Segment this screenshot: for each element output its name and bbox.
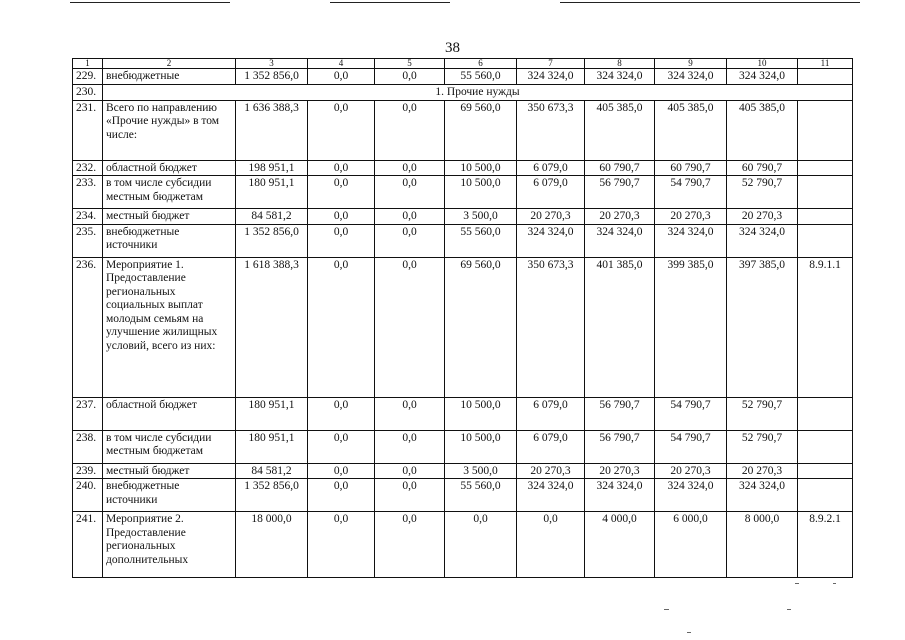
scan-speck	[795, 583, 799, 584]
table-row	[73, 84, 853, 100]
amount-cell: 6 079,0	[517, 160, 585, 176]
amount-cell: 0,0	[375, 209, 445, 225]
amount-cell: 0,0	[375, 463, 445, 479]
row-name: областной бюджет	[103, 160, 236, 176]
top-rule-middle	[330, 2, 450, 3]
table-row	[73, 479, 853, 512]
amount-cell: 0,0	[308, 69, 375, 85]
row-number: 238.	[73, 430, 103, 463]
amount-cell: 405 385,0	[655, 100, 727, 160]
amount-cell: 55 560,0	[445, 479, 517, 512]
amount-cell: 20 270,3	[727, 209, 798, 225]
amount-cell: 69 560,0	[445, 257, 517, 397]
amount-cell: 350 673,3	[517, 257, 585, 397]
table-row	[73, 463, 853, 479]
amount-cell: 54 790,7	[655, 430, 727, 463]
amount-cell: 20 270,3	[517, 463, 585, 479]
amount-cell: 324 324,0	[517, 224, 585, 257]
row-number: 239.	[73, 463, 103, 479]
amount-cell: 8 000,0	[727, 512, 798, 578]
amount-cell: 0,0	[375, 430, 445, 463]
amount-cell: 0,0	[375, 160, 445, 176]
amount-cell: 405 385,0	[585, 100, 655, 160]
amount-cell: 3 500,0	[445, 463, 517, 479]
amount-cell: 180 951,1	[236, 430, 308, 463]
indicator-code-cell	[798, 209, 853, 225]
amount-cell: 399 385,0	[655, 257, 727, 397]
amount-cell: 324 324,0	[517, 479, 585, 512]
amount-cell: 0,0	[375, 100, 445, 160]
table-row	[73, 160, 853, 176]
amount-cell: 350 673,3	[517, 100, 585, 160]
amount-cell: 0,0	[308, 397, 375, 430]
amount-cell: 84 581,2	[236, 463, 308, 479]
amount-cell: 6 079,0	[517, 176, 585, 209]
amount-cell: 60 790,7	[585, 160, 655, 176]
column-number: 4	[308, 59, 375, 69]
column-number: 3	[236, 59, 308, 69]
row-number: 233.	[73, 176, 103, 209]
amount-cell: 0,0	[308, 512, 375, 578]
amount-cell: 60 790,7	[727, 160, 798, 176]
amount-cell: 0,0	[375, 479, 445, 512]
column-number: 8	[585, 59, 655, 69]
amount-cell: 20 270,3	[517, 209, 585, 225]
amount-cell: 4 000,0	[585, 512, 655, 578]
amount-cell: 54 790,7	[655, 176, 727, 209]
amount-cell: 0,0	[445, 512, 517, 578]
row-number: 237.	[73, 397, 103, 430]
amount-cell: 0,0	[375, 224, 445, 257]
amount-cell: 1 352 856,0	[236, 479, 308, 512]
scan-speck	[664, 609, 669, 610]
amount-cell: 198 951,1	[236, 160, 308, 176]
amount-cell: 56 790,7	[585, 176, 655, 209]
table-row	[73, 100, 853, 160]
amount-cell: 52 790,7	[727, 397, 798, 430]
amount-cell: 324 324,0	[655, 479, 727, 512]
amount-cell: 0,0	[375, 257, 445, 397]
amount-cell: 324 324,0	[727, 479, 798, 512]
row-name: Всего по направлению «Прочие нужды» в том числе:	[103, 100, 236, 160]
row-name: местный бюджет	[103, 209, 236, 225]
amount-cell: 55 560,0	[445, 69, 517, 85]
amount-cell: 405 385,0	[727, 100, 798, 160]
amount-cell: 69 560,0	[445, 100, 517, 160]
scan-speck	[833, 583, 836, 584]
indicator-code-cell: 8.9.1.1	[798, 257, 853, 397]
table-row	[73, 257, 853, 397]
row-name: внебюджетные	[103, 69, 236, 85]
column-number-row	[73, 59, 853, 69]
amount-cell: 0,0	[308, 463, 375, 479]
amount-cell: 3 500,0	[445, 209, 517, 225]
column-number: 6	[445, 59, 517, 69]
table-row	[73, 430, 853, 463]
row-number: 241.	[73, 512, 103, 578]
row-name: Мероприятие 1. Предоставление региональных социальных выплат молодым семьям на улучшение жилищных условий, всего из них:	[103, 257, 236, 397]
amount-cell: 0,0	[308, 430, 375, 463]
row-number: 231.	[73, 100, 103, 160]
amount-cell: 324 324,0	[727, 224, 798, 257]
amount-cell: 324 324,0	[585, 479, 655, 512]
amount-cell: 0,0	[308, 224, 375, 257]
amount-cell: 324 324,0	[727, 69, 798, 85]
amount-cell: 20 270,3	[655, 209, 727, 225]
table-row	[73, 176, 853, 209]
amount-cell: 60 790,7	[655, 160, 727, 176]
amount-cell: 10 500,0	[445, 430, 517, 463]
row-name: Мероприятие 2. Предоставление региональных дополнительных	[103, 512, 236, 578]
amount-cell: 20 270,3	[655, 463, 727, 479]
amount-cell: 0,0	[308, 100, 375, 160]
amount-cell: 10 500,0	[445, 160, 517, 176]
amount-cell: 1 618 388,3	[236, 257, 308, 397]
amount-cell: 324 324,0	[585, 224, 655, 257]
amount-cell: 0,0	[375, 176, 445, 209]
amount-cell: 324 324,0	[517, 69, 585, 85]
row-name: местный бюджет	[103, 463, 236, 479]
indicator-code-cell	[798, 176, 853, 209]
indicator-code-cell	[798, 463, 853, 479]
column-number: 2	[103, 59, 236, 69]
table-row	[73, 209, 853, 225]
amount-cell: 397 385,0	[727, 257, 798, 397]
indicator-code-cell	[798, 100, 853, 160]
amount-cell: 0,0	[375, 69, 445, 85]
amount-cell: 52 790,7	[727, 430, 798, 463]
amount-cell: 1 636 388,3	[236, 100, 308, 160]
row-name: в том числе субсидии местным бюджетам	[103, 176, 236, 209]
amount-cell: 1 352 856,0	[236, 69, 308, 85]
amount-cell: 84 581,2	[236, 209, 308, 225]
amount-cell: 6 000,0	[655, 512, 727, 578]
scan-speck	[687, 632, 691, 633]
amount-cell: 20 270,3	[727, 463, 798, 479]
amount-cell: 324 324,0	[655, 69, 727, 85]
row-number: 234.	[73, 209, 103, 225]
top-rule-left	[70, 2, 230, 3]
amount-cell: 0,0	[308, 479, 375, 512]
indicator-code-cell	[798, 430, 853, 463]
amount-cell: 6 079,0	[517, 430, 585, 463]
column-number: 10	[727, 59, 798, 69]
indicator-code-cell	[798, 69, 853, 85]
amount-cell: 0,0	[375, 397, 445, 430]
amount-cell: 324 324,0	[585, 69, 655, 85]
amount-cell: 1 352 856,0	[236, 224, 308, 257]
row-number: 235.	[73, 224, 103, 257]
amount-cell: 56 790,7	[585, 397, 655, 430]
column-number: 11	[798, 59, 853, 69]
column-number: 9	[655, 59, 727, 69]
row-name: областной бюджет	[103, 397, 236, 430]
page-number: 38	[445, 40, 460, 56]
amount-cell: 0,0	[375, 512, 445, 578]
row-number: 240.	[73, 479, 103, 512]
column-number: 1	[73, 59, 103, 69]
amount-cell: 0,0	[308, 257, 375, 397]
row-number: 230.	[73, 84, 103, 100]
row-name: внебюджетные источники	[103, 479, 236, 512]
scan-speck	[787, 609, 791, 610]
amount-cell: 20 270,3	[585, 209, 655, 225]
amount-cell: 180 951,1	[236, 397, 308, 430]
indicator-code-cell: 8.9.2.1	[798, 512, 853, 578]
indicator-code-cell	[798, 160, 853, 176]
row-name: внебюджетные источники	[103, 224, 236, 257]
amount-cell: 0,0	[308, 176, 375, 209]
amount-cell: 52 790,7	[727, 176, 798, 209]
row-name: в том числе субсидии местным бюджетам	[103, 430, 236, 463]
indicator-code-cell	[798, 479, 853, 512]
amount-cell: 401 385,0	[585, 257, 655, 397]
amount-cell: 0,0	[517, 512, 585, 578]
amount-cell: 324 324,0	[655, 224, 727, 257]
row-number: 232.	[73, 160, 103, 176]
section-title: 1. Прочие нужды	[103, 84, 853, 100]
table-row	[73, 397, 853, 430]
indicator-code-cell	[798, 224, 853, 257]
amount-cell: 55 560,0	[445, 224, 517, 257]
amount-cell: 0,0	[308, 160, 375, 176]
column-number: 5	[375, 59, 445, 69]
amount-cell: 18 000,0	[236, 512, 308, 578]
amount-cell: 180 951,1	[236, 176, 308, 209]
table-row	[73, 69, 853, 85]
indicator-code-cell	[798, 397, 853, 430]
amount-cell: 6 079,0	[517, 397, 585, 430]
budget-table	[72, 58, 853, 578]
top-rule-right	[560, 2, 860, 3]
table-row	[73, 512, 853, 578]
amount-cell: 10 500,0	[445, 397, 517, 430]
amount-cell: 0,0	[308, 209, 375, 225]
amount-cell: 56 790,7	[585, 430, 655, 463]
amount-cell: 54 790,7	[655, 397, 727, 430]
amount-cell: 10 500,0	[445, 176, 517, 209]
table-row	[73, 224, 853, 257]
column-number: 7	[517, 59, 585, 69]
amount-cell: 20 270,3	[585, 463, 655, 479]
row-number: 236.	[73, 257, 103, 397]
row-number: 229.	[73, 69, 103, 85]
